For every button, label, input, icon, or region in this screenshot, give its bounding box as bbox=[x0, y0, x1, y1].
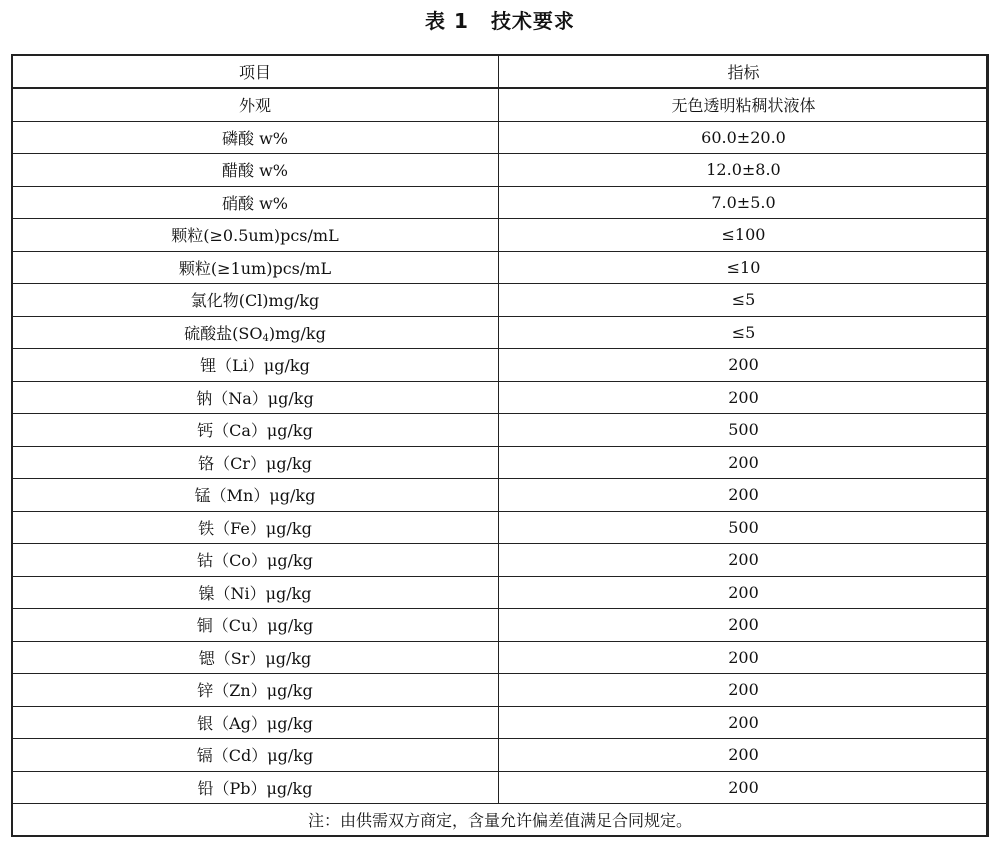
item-cell: 铬（Cr）μg/kg bbox=[12, 446, 499, 479]
item-cell: 钴（Co）μg/kg bbox=[12, 544, 499, 577]
table-row bbox=[12, 284, 989, 317]
table-note: 注：由供需双方商定，含量允许偏差值满足合同规定。 bbox=[12, 804, 989, 837]
item-cell: 钠（Na）μg/kg bbox=[12, 381, 499, 414]
column-header-value: 指标 bbox=[499, 55, 989, 89]
item-cell: 外观 bbox=[12, 88, 499, 121]
table-row bbox=[12, 674, 989, 707]
table-row bbox=[12, 771, 989, 804]
item-cell: 磷酸 w% bbox=[12, 121, 499, 154]
table-row bbox=[12, 186, 989, 219]
value-cell: ≤5 bbox=[499, 316, 989, 349]
value-cell: 500 bbox=[499, 511, 989, 544]
item-cell: 锶（Sr）μg/kg bbox=[12, 641, 499, 674]
item-cell: 银（Ag）μg/kg bbox=[12, 706, 499, 739]
table-row bbox=[12, 511, 989, 544]
table-row bbox=[12, 88, 989, 121]
item-cell: 钙（Ca）μg/kg bbox=[12, 414, 499, 447]
item-cell: 镉（Cd）μg/kg bbox=[12, 739, 499, 772]
item-cell: 硝酸 w% bbox=[12, 186, 499, 219]
table-row bbox=[12, 544, 989, 577]
value-cell: 200 bbox=[499, 739, 989, 772]
value-cell: 200 bbox=[499, 381, 989, 414]
sulfate-label-suffix: )mg/kg bbox=[268, 323, 326, 343]
value-cell: 200 bbox=[499, 479, 989, 512]
value-cell: 200 bbox=[499, 641, 989, 674]
table-row bbox=[12, 641, 989, 674]
item-cell: 铜（Cu）μg/kg bbox=[12, 609, 499, 642]
value-cell: 200 bbox=[499, 674, 989, 707]
table-row bbox=[12, 121, 989, 154]
table-row bbox=[12, 739, 989, 772]
item-cell: 颗粒(≥0.5um)pcs/mL bbox=[12, 219, 499, 252]
item-cell: 镍（Ni）μg/kg bbox=[12, 576, 499, 609]
value-cell: 200 bbox=[499, 349, 989, 382]
column-header-item: 项目 bbox=[12, 55, 499, 89]
table-title-text: 技术要求 bbox=[490, 9, 575, 33]
item-cell: 氯化物(Cl)mg/kg bbox=[12, 284, 499, 317]
value-cell: ≤5 bbox=[499, 284, 989, 317]
item-cell: 铅（Pb）μg/kg bbox=[12, 771, 499, 804]
table-row bbox=[12, 349, 989, 382]
value-cell: 60.0±20.0 bbox=[499, 121, 989, 154]
item-cell bbox=[12, 316, 499, 349]
table-row bbox=[12, 576, 989, 609]
value-cell: ≤10 bbox=[499, 251, 989, 284]
value-cell: 200 bbox=[499, 609, 989, 642]
value-cell: 200 bbox=[499, 544, 989, 577]
value-cell: ≤100 bbox=[499, 219, 989, 252]
table-row bbox=[12, 316, 989, 349]
table-row bbox=[12, 479, 989, 512]
value-cell: 500 bbox=[499, 414, 989, 447]
table-row bbox=[12, 381, 989, 414]
table-row bbox=[12, 706, 989, 739]
item-cell: 锰（Mn）μg/kg bbox=[12, 479, 499, 512]
table-note-row bbox=[12, 804, 989, 837]
item-cell: 醋酸 w% bbox=[12, 154, 499, 187]
sulfate-label-prefix: 硫酸盐(SO bbox=[184, 323, 263, 343]
table-row bbox=[12, 446, 989, 479]
table-row bbox=[12, 251, 989, 284]
value-cell: 12.0±8.0 bbox=[499, 154, 989, 187]
item-cell: 锂（Li）μg/kg bbox=[12, 349, 499, 382]
item-cell: 锌（Zn）μg/kg bbox=[12, 674, 499, 707]
value-cell: 200 bbox=[499, 576, 989, 609]
table-row bbox=[12, 414, 989, 447]
table-header-row bbox=[12, 55, 989, 89]
table-row bbox=[12, 219, 989, 252]
value-cell: 无色透明粘稠状液体 bbox=[499, 88, 989, 121]
value-cell: 200 bbox=[499, 446, 989, 479]
item-cell: 颗粒(≥1um)pcs/mL bbox=[12, 251, 499, 284]
table-row bbox=[12, 154, 989, 187]
value-cell: 7.0±5.0 bbox=[499, 186, 989, 219]
value-cell: 200 bbox=[499, 771, 989, 804]
table-number: 表 1 bbox=[425, 9, 469, 33]
table-row bbox=[12, 609, 989, 642]
technical-requirements-table bbox=[11, 54, 989, 837]
item-cell: 铁（Fe）μg/kg bbox=[12, 511, 499, 544]
sulfate-subscript: 4 bbox=[262, 332, 269, 344]
value-cell: 200 bbox=[499, 706, 989, 739]
table-title bbox=[0, 8, 1000, 34]
